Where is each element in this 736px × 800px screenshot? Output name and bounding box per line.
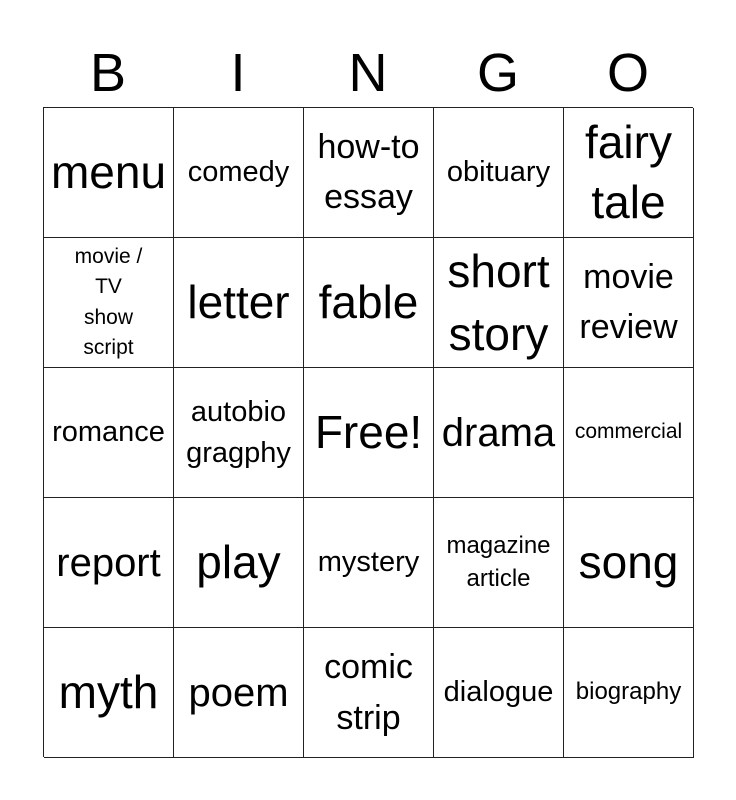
cell-label: letter bbox=[187, 275, 290, 328]
header-letter-i: I bbox=[230, 43, 246, 103]
bingo-cell[interactable] bbox=[174, 498, 304, 628]
bingo-cell[interactable] bbox=[174, 628, 304, 758]
bingo-cell[interactable] bbox=[174, 238, 304, 368]
bingo-cell[interactable] bbox=[434, 238, 564, 368]
bingo-cell[interactable] bbox=[434, 628, 564, 758]
bingo-cell[interactable] bbox=[44, 368, 174, 498]
bingo-cell[interactable] bbox=[434, 368, 564, 498]
bingo-cell[interactable] bbox=[564, 108, 694, 238]
cell-label: biography bbox=[575, 678, 682, 706]
bingo-cell[interactable] bbox=[304, 498, 434, 628]
cell-label: magazine article bbox=[446, 532, 551, 592]
bingo-cell[interactable] bbox=[564, 238, 694, 368]
cell-label: short story bbox=[447, 245, 550, 360]
cell-label: commercial bbox=[574, 420, 683, 444]
cell-label: play bbox=[196, 535, 281, 588]
cell-label: comedy bbox=[187, 155, 290, 188]
cell-label: drama bbox=[441, 410, 556, 455]
cell-label: song bbox=[578, 535, 679, 588]
bingo-cell[interactable] bbox=[434, 108, 564, 238]
bingo-cell[interactable] bbox=[564, 498, 694, 628]
bingo-cell[interactable] bbox=[44, 628, 174, 758]
header-letter-g: G bbox=[476, 43, 519, 103]
bingo-cell[interactable] bbox=[44, 498, 174, 628]
bingo-cell[interactable] bbox=[44, 108, 174, 238]
bingo-cell[interactable] bbox=[174, 368, 304, 498]
cell-label: dialogue bbox=[443, 675, 554, 708]
header-letter-b: B bbox=[89, 43, 127, 103]
cell-label: movie review bbox=[579, 258, 678, 346]
bingo-cell[interactable] bbox=[304, 628, 434, 758]
bingo-cell[interactable] bbox=[304, 108, 434, 238]
bingo-cell free-space[interactable] bbox=[304, 368, 434, 498]
cell-label: poem bbox=[188, 670, 289, 715]
cell-label: myth bbox=[58, 665, 159, 718]
cell-label: comic strip bbox=[324, 647, 413, 737]
bingo-cell[interactable] bbox=[564, 368, 694, 498]
cell-label: how-to essay bbox=[317, 128, 420, 216]
cell-label: movie / TV show script bbox=[74, 244, 143, 359]
cell-label: report bbox=[56, 540, 161, 585]
bingo-board bbox=[43, 107, 693, 757]
bingo-cell[interactable] bbox=[304, 238, 434, 368]
bingo-cell[interactable] bbox=[564, 628, 694, 758]
bingo-header bbox=[43, 40, 693, 106]
cell-label: mystery bbox=[317, 545, 420, 578]
cell-label: menu bbox=[50, 145, 167, 198]
cell-label: romance bbox=[52, 415, 165, 448]
header-letter-n: N bbox=[348, 43, 388, 103]
cell-label: fairy tale bbox=[585, 115, 672, 228]
cell-label: fable bbox=[318, 275, 419, 328]
cell-label: autobio gragphy bbox=[186, 395, 291, 469]
bingo-cell[interactable] bbox=[174, 108, 304, 238]
header-letter-o: O bbox=[606, 43, 649, 103]
free-space-label: Free! bbox=[314, 405, 423, 458]
bingo-cell[interactable] bbox=[434, 498, 564, 628]
bingo-cell[interactable] bbox=[44, 238, 174, 368]
cell-label: obituary bbox=[446, 155, 551, 188]
